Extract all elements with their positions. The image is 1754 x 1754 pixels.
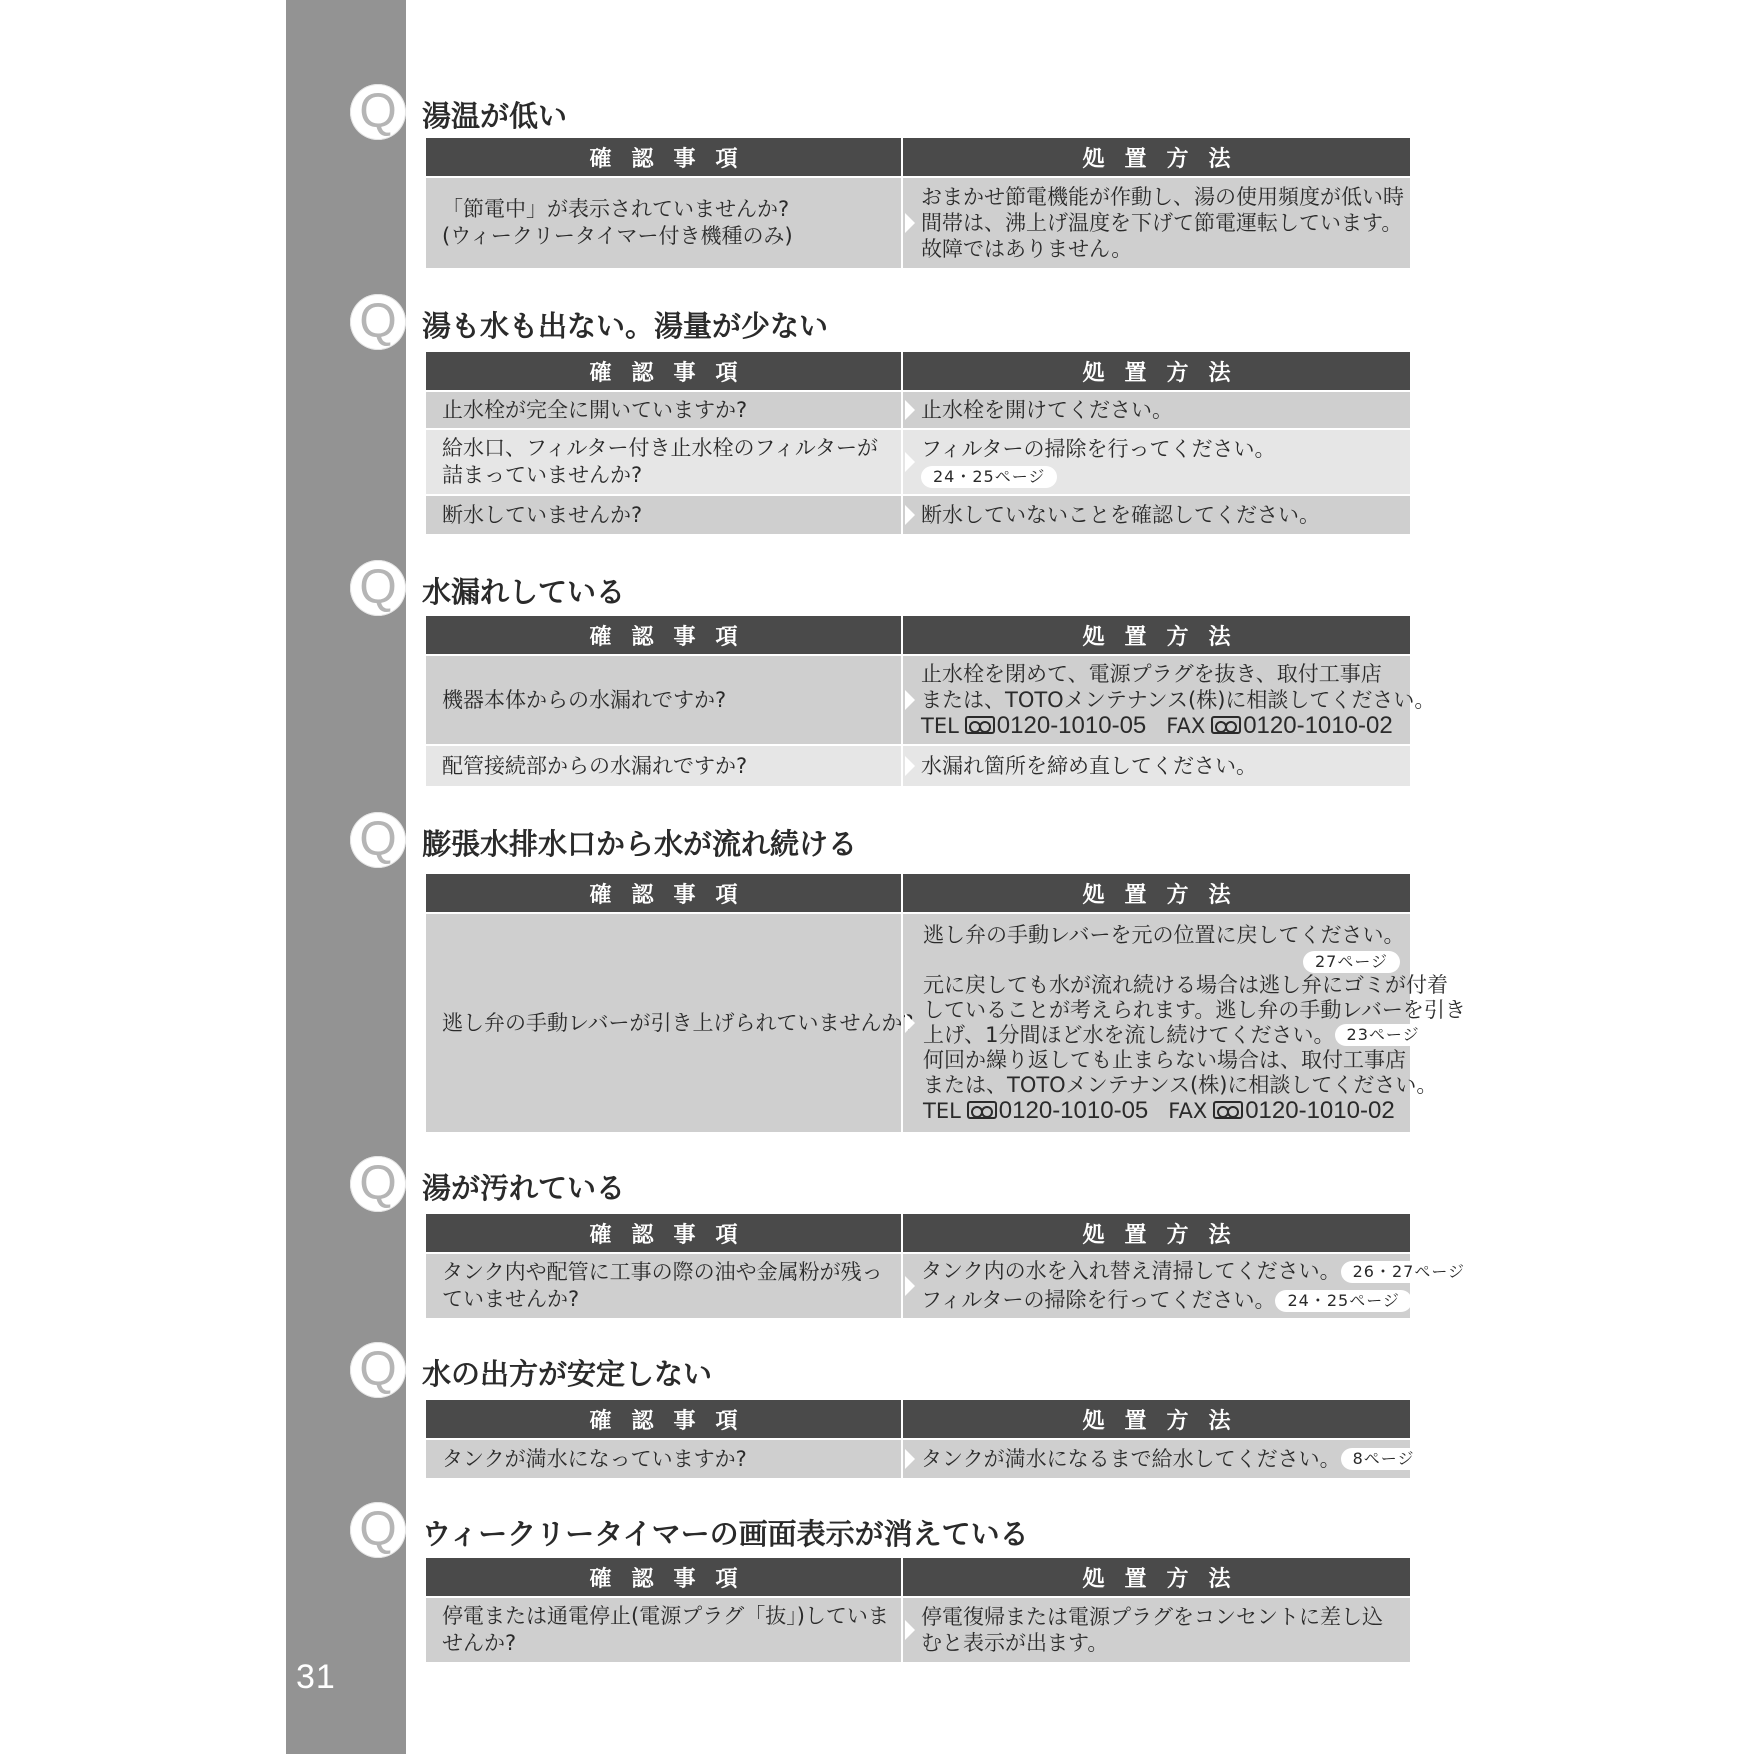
q-badge-icon: Q — [350, 1502, 406, 1558]
section-low-water-temperature — [350, 84, 1410, 261]
header-check: 確認事項 — [426, 616, 903, 654]
freedial-icon — [1211, 716, 1241, 734]
table-row: 配管接続部からの水漏れですか? 水漏れ箇所を締め直してください。 — [426, 744, 1410, 786]
section-timer-display-off — [350, 1502, 1410, 1655]
page-ref-badge: 23ページ — [1335, 1024, 1432, 1046]
page-ref-badge: 24・25ページ — [921, 466, 1057, 488]
qa-table — [426, 138, 1410, 268]
section-title: ウィークリータイマーの画面表示が消えている — [422, 1517, 1029, 1551]
arrow-right-icon — [905, 452, 915, 472]
section-title: 湯も水も出ない。湯量が少ない — [422, 309, 829, 343]
header-action: 処置方法 — [903, 1214, 1410, 1252]
q-badge-icon: Q — [350, 1156, 406, 1212]
action-cell: おまかせ節電機能が作動し、湯の使用頻度が低い時 間帯は、沸上げ温度を下げて節電運転しています。 故障ではありません。 — [903, 178, 1410, 268]
table-row: 断水していませんか? 断水していないことを確認してください。 — [426, 494, 1410, 534]
qa-table — [426, 352, 1410, 534]
table-row: 停電または通電停止(電源プラグ「抜」)していま せんか? 停電復帰または電源プラグをコンセントに差し込 むと表示が出ます。 — [426, 1596, 1410, 1662]
table-row: 給水口、フィルター付き止水栓のフィルターが 詰まっていませんか? フィルターの掃除を行ってください。 24・25ページ — [426, 428, 1410, 494]
qa-table — [426, 874, 1466, 1132]
qa-table — [426, 1400, 1415, 1478]
table-row — [426, 176, 1410, 268]
header-action: 処置方法 — [903, 138, 1410, 176]
q-badge-icon: Q — [350, 294, 406, 350]
arrow-right-icon — [905, 213, 915, 233]
page-ref-badge: 27ページ — [1303, 951, 1400, 973]
check-cell: 「節電中」が表示されていませんか? (ウィークリータイマー付き機種のみ) — [426, 178, 903, 268]
page-number: 31 — [296, 1658, 336, 1696]
contact-line: TEL 0120-1010-05 FAX 0120-1010-02 — [921, 712, 1393, 739]
header-action: 処置方法 — [903, 1558, 1410, 1596]
qa-table — [426, 1558, 1410, 1662]
q-badge-icon: Q — [350, 84, 406, 140]
freedial-icon — [1213, 1101, 1243, 1119]
arrow-right-icon — [905, 1449, 915, 1469]
section-title: 水漏れしている — [422, 575, 626, 609]
section-overflow-drain — [350, 812, 1466, 1124]
page-ref-badge: 8ページ — [1341, 1448, 1427, 1470]
table-row: 機器本体からの水漏れですか? 止水栓を閉めて、電源プラグを抜き、取付工事店 または、TOTOメンテナンス(株)に相談してください。 TEL 0120-1010-05 FAX 0120-1010-02 — [426, 654, 1410, 744]
section-title: 湯が汚れている — [422, 1171, 626, 1205]
freedial-icon — [965, 716, 995, 734]
section-unstable-flow — [350, 1342, 1415, 1471]
section-dirty-water — [350, 1156, 1465, 1312]
arrow-right-icon — [905, 505, 915, 525]
q-badge-icon: Q — [350, 812, 406, 868]
header-check: 確認事項 — [426, 138, 903, 176]
header-check: 確認事項 — [426, 1558, 903, 1596]
header-check: 確認事項 — [426, 1214, 903, 1252]
header-check: 確認事項 — [426, 874, 903, 912]
qa-table — [426, 616, 1436, 786]
arrow-right-icon — [905, 400, 915, 420]
qa-table — [426, 1214, 1465, 1318]
table-row: 止水栓が完全に開いていますか? 止水栓を開けてください。 — [426, 390, 1410, 428]
arrow-right-icon — [905, 1013, 915, 1033]
section-title: 湯温が低い — [422, 99, 568, 133]
contact-line: TEL 0120-1010-05 FAX 0120-1010-02 — [923, 1096, 1395, 1124]
header-action: 処置方法 — [903, 874, 1410, 912]
header-check: 確認事項 — [426, 352, 903, 390]
section-no-water — [350, 294, 1410, 527]
table-row: タンク内や配管に工事の際の油や金属粉が残っ ていませんか? タンク内の水を入れ替え清掃してください。 26・27ページ フィルターの掃除を行ってください。 24・25ページ — [426, 1252, 1410, 1318]
header-check: 確認事項 — [426, 1400, 903, 1438]
q-badge-icon: Q — [350, 560, 406, 616]
section-title: 水の出方が安定しない — [422, 1357, 713, 1391]
page-ref-badge: 24・25ページ — [1275, 1290, 1411, 1312]
section-water-leak — [350, 560, 1436, 778]
header-action: 処置方法 — [903, 616, 1410, 654]
arrow-right-icon — [905, 1276, 915, 1296]
section-title: 膨張水排水口から水が流れ続ける — [422, 827, 858, 861]
page-ref-badge: 26・27ページ — [1341, 1261, 1477, 1283]
q-badge-icon: Q — [350, 1342, 406, 1398]
table-row: タンクが満水になっていますか? タンクが満水になるまで給水してください。 8ページ — [426, 1438, 1410, 1478]
header-action: 処置方法 — [903, 1400, 1410, 1438]
arrow-right-icon — [905, 690, 915, 710]
sidebar-band — [286, 0, 406, 1754]
freedial-icon — [967, 1101, 997, 1119]
arrow-right-icon — [905, 1620, 915, 1640]
table-row: 逃し弁の手動レバーが引き上げられていませんか? 逃し弁の手動レバーを元の位置に戻してください。 27ページ 元に戻しても水が流れ続ける場合は逃し弁にゴミが付着 していることが考えられます。逃し弁の手動レバーを引き 上げ、1分間ほど水を流し続けてください。 23ページ 何回か繰り返しても止まらない場合は、取付工事店 または、TOTOメンテナンス(株)に相談してください。 TEL 0120-1010-05 FAX 0120-1010-02 — [426, 912, 1410, 1132]
header-action: 処置方法 — [903, 352, 1410, 390]
arrow-right-icon — [905, 756, 915, 776]
